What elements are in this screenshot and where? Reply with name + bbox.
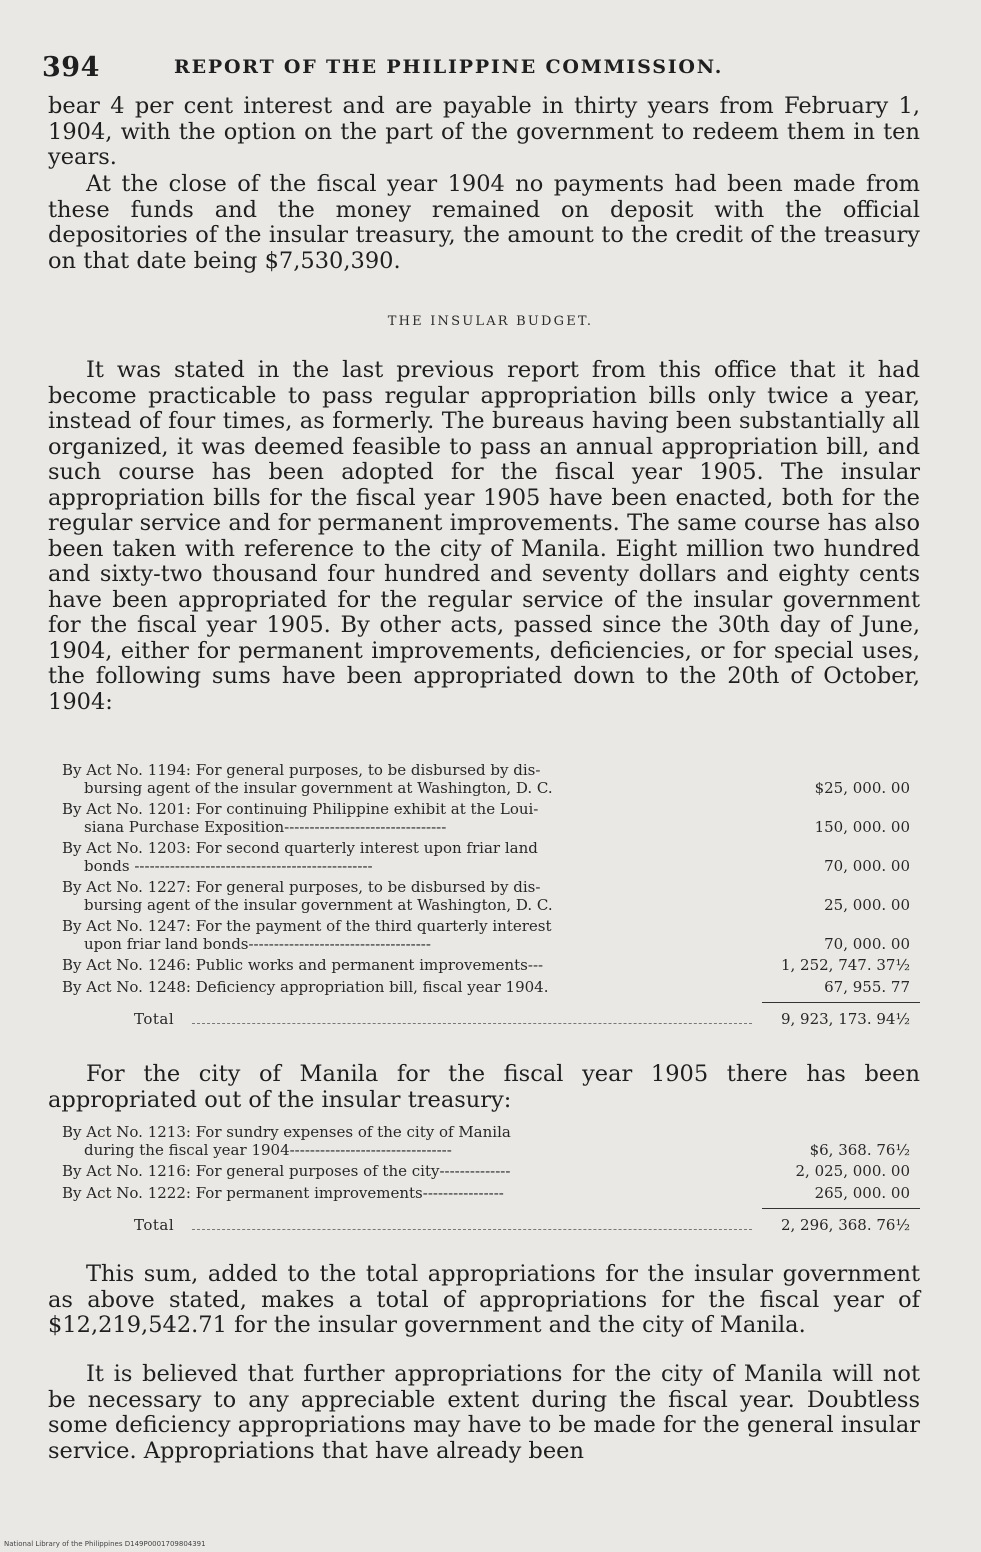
row-line-continued: during the fiscal year 1904-------------------------------- (84, 1140, 452, 1159)
table-row (62, 957, 922, 975)
intro-paragraph-continuation: bear 4 per cent interest and are payable in thirty years from February 1, 1904, with the option on the part of the government to redeem them in ten years. (48, 93, 920, 170)
page-header (42, 52, 942, 88)
row-line: By Act No. 1222: For permanent improvements---------------- (62, 1183, 504, 1202)
table-row (62, 879, 922, 914)
row-amount: 150, 000. 00 (814, 817, 910, 836)
row-line: By Act No. 1248: Deficiency appropriation bill, fiscal year 1904. (62, 977, 549, 996)
row-amount: 70, 000. 00 (824, 934, 910, 953)
row-line: By Act No. 1203: For second quarterly interest upon friar land (62, 839, 538, 857)
total-rule (762, 1002, 920, 1003)
running-title: REPORT OF THE PHILIPPINE COMMISSION. (174, 56, 724, 78)
row-line: By Act No. 1194: For general purposes, to be disbursed by dis- (62, 761, 541, 779)
row-amount: 70, 000. 00 (824, 856, 910, 875)
total-rule (762, 1208, 920, 1209)
section-heading: THE INSULAR BUDGET. (387, 314, 594, 329)
row-line: By Act No. 1247: For the payment of the third quarterly interest (62, 917, 552, 935)
page-number: 394 (42, 52, 100, 83)
total-amount: 9, 923, 173. 94½ (780, 1010, 910, 1028)
row-line: By Act No. 1216: For general purposes of the city-------------- (62, 1162, 511, 1180)
row-amount: 2, 025, 000. 00 (795, 1162, 910, 1180)
row-line-continued: bursing agent of the insular government at Washington, D. C. (84, 778, 553, 797)
budget-paragraph: It was stated in the last previous report from this office that it had become practicable to pass regular appropriation bills only twice a year, instead of four times, as formerly. The bureaus having been substantially all organized, it was deemed feasible to pass an annual appropriation bill, and such course has been adopted for the fiscal year 1905. The insular appropriation bills for the fiscal year 1905 have been enacted, both for the regular service and for permanent improvements. The same course has also been taken with reference to the city of Manila. Eight million two hundred and sixty-two thousand four hundred and seventy dollars and eighty cents have been appropriated for the regular service of the insular government for the fiscal year 1905. By other acts, passed since the 30th day of June, 1904, either for permanent improvements, deficiencies, or for special uses, the following sums have been appropriated down to the 20th of October, 1904: (48, 357, 920, 715)
row-description (62, 801, 742, 836)
scan-footer: National Library of the Philippines D149P0001709804391 (4, 1540, 206, 1548)
intro-paragraph-treasury: At the close of the fiscal year 1904 no payments had been made from these funds and the money remained on deposit with the official depositories of the insular treasury, the amount to the credit of the treasury on that date being $7,530,390. (48, 171, 920, 274)
closing-paragraph-total: This sum, added to the total appropriations for the insular government as above stated, makes a total of appropriations for the fiscal year of $12,219,542.71 for the insular government and the city of Manila. (48, 1261, 920, 1338)
leader-dots (192, 1229, 752, 1230)
table-row (62, 762, 922, 797)
table-row (62, 1185, 922, 1203)
row-amount: 25, 000. 00 (824, 895, 910, 914)
closing-paragraph-outlook: It is believed that further appropriations for the city of Manila will not be necessary to any appreciable extent during the fiscal year. Doubtless some deficiency appropriations may have to be made for the general insular service. Appropriations that have already been (48, 1361, 920, 1464)
row-line-continued: siana Purchase Exposition-------------------------------- (84, 817, 447, 836)
table-row (62, 840, 922, 875)
row-description (62, 1185, 742, 1203)
appropriations-table-manila (62, 1124, 922, 1237)
table-row (62, 1163, 922, 1181)
row-line: By Act No. 1201: For continuing Philippine exhibit at the Loui- (62, 800, 539, 818)
row-line: By Act No. 1213: For sundry expenses of the city of Manila (62, 1123, 511, 1141)
row-line-continued: bonds ----------------------------------------------- (84, 856, 373, 875)
manila-paragraph: For the city of Manila for the fiscal year 1905 there has been appropriated out of the insular treasury: (48, 1061, 920, 1113)
row-line: By Act No. 1246: Public works and permanent improvements--- (62, 956, 544, 974)
row-line-continued: upon friar land bonds------------------------------------ (84, 934, 431, 953)
table-row (62, 918, 922, 953)
row-description (62, 1163, 742, 1181)
row-description (62, 879, 742, 914)
row-description (62, 979, 742, 997)
row-amount: 67, 955. 77 (824, 977, 910, 996)
row-description (62, 957, 742, 975)
total-label: Total (134, 1010, 175, 1028)
row-line: By Act No. 1227: For general purposes, to be disbursed by dis- (62, 878, 541, 896)
row-description (62, 918, 742, 953)
row-description (62, 1124, 742, 1159)
total-row (62, 1217, 922, 1237)
row-amount: $25, 000. 00 (814, 778, 910, 797)
leader-dots (192, 1023, 752, 1024)
row-description (62, 762, 742, 797)
total-label: Total (134, 1216, 175, 1234)
row-amount: $6, 368. 76½ (809, 1140, 910, 1159)
table-row (62, 1124, 922, 1159)
table-row (62, 979, 922, 997)
row-amount: 1, 252, 747. 37½ (780, 956, 910, 974)
row-description (62, 840, 742, 875)
total-row (62, 1011, 922, 1031)
appropriations-table-insular (62, 762, 922, 1031)
row-amount: 265, 000. 00 (814, 1183, 910, 1202)
total-amount: 2, 296, 368. 76½ (780, 1216, 910, 1234)
row-line-continued: bursing agent of the insular government at Washington, D. C. (84, 895, 553, 914)
table-row (62, 801, 922, 836)
